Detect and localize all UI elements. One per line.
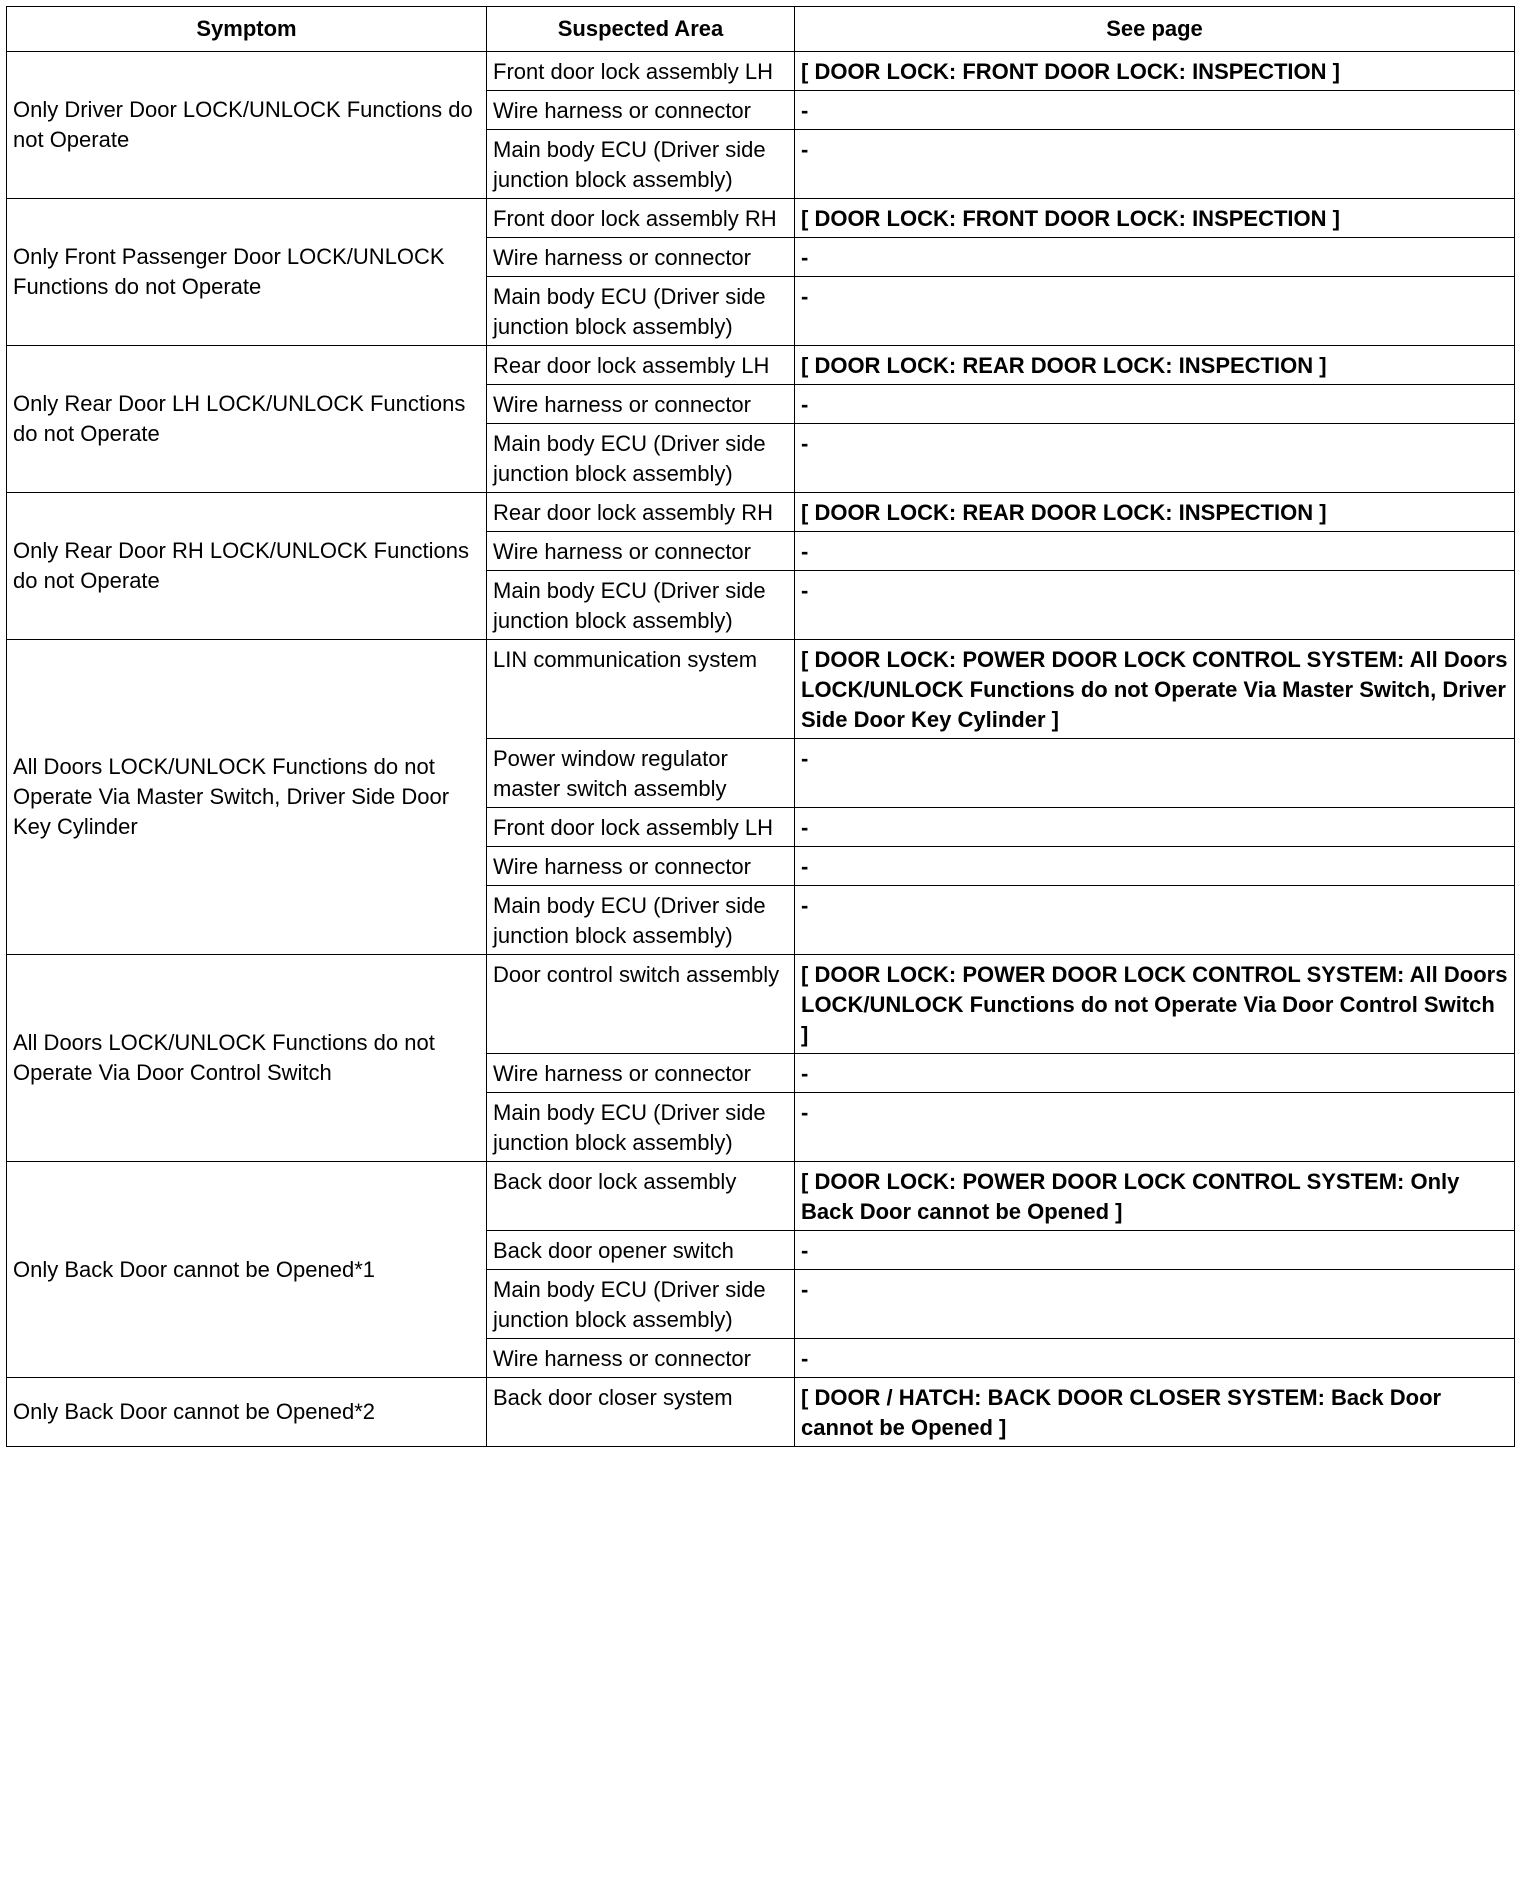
see-page-cell: - <box>795 1270 1515 1339</box>
see-page-cell: - <box>795 91 1515 130</box>
suspected-area-cell: Main body ECU (Driver side junction block assembly) <box>487 1270 795 1339</box>
see-page-cell: [ DOOR LOCK: REAR DOOR LOCK: INSPECTION ] <box>795 493 1515 532</box>
suspected-area-cell: Front door lock assembly RH <box>487 199 795 238</box>
suspected-area-cell: Wire harness or connector <box>487 847 795 886</box>
suspected-area-cell: Wire harness or connector <box>487 238 795 277</box>
suspected-area-cell: Power window regulator master switch assembly <box>487 739 795 808</box>
header-row <box>7 7 1515 52</box>
suspected-area-cell: Main body ECU (Driver side junction block assembly) <box>487 424 795 493</box>
table-row <box>7 1162 1515 1231</box>
suspected-area-cell: Wire harness or connector <box>487 532 795 571</box>
suspected-area-cell: Wire harness or connector <box>487 91 795 130</box>
see-page-cell: [ DOOR / HATCH: BACK DOOR CLOSER SYSTEM: Back Door cannot be Opened ] <box>795 1378 1515 1447</box>
suspected-area-cell: Main body ECU (Driver side junction block assembly) <box>487 277 795 346</box>
see-page-cell: - <box>795 847 1515 886</box>
suspected-area-cell: LIN communication system <box>487 640 795 739</box>
suspected-area-cell: Wire harness or connector <box>487 1339 795 1378</box>
see-page-cell: [ DOOR LOCK: POWER DOOR LOCK CONTROL SYSTEM: All Doors LOCK/UNLOCK Functions do not Operate Via Door Control Switch ] <box>795 955 1515 1054</box>
suspected-area-cell: Wire harness or connector <box>487 385 795 424</box>
problem-symptoms-table <box>6 6 1515 1447</box>
suspected-area-cell: Door control switch assembly <box>487 955 795 1054</box>
see-page-cell: - <box>795 424 1515 493</box>
suspected-area-cell: Main body ECU (Driver side junction block assembly) <box>487 571 795 640</box>
see-page-cell: - <box>795 1231 1515 1270</box>
see-page-cell: [ DOOR LOCK: REAR DOOR LOCK: INSPECTION ] <box>795 346 1515 385</box>
symptom-cell: All Doors LOCK/UNLOCK Functions do not Operate Via Door Control Switch <box>7 955 487 1162</box>
suspected-area-cell: Wire harness or connector <box>487 1054 795 1093</box>
see-page-cell: - <box>795 385 1515 424</box>
see-page-cell: - <box>795 571 1515 640</box>
table-row <box>7 52 1515 91</box>
see-page-cell: - <box>795 886 1515 955</box>
see-page-cell: [ DOOR LOCK: FRONT DOOR LOCK: INSPECTION ] <box>795 52 1515 91</box>
see-page-cell: - <box>795 532 1515 571</box>
table-row <box>7 199 1515 238</box>
symptom-cell: Only Back Door cannot be Opened*2 <box>7 1378 487 1447</box>
symptom-cell: Only Driver Door LOCK/UNLOCK Functions do not Operate <box>7 52 487 199</box>
symptom-cell: Only Rear Door LH LOCK/UNLOCK Functions do not Operate <box>7 346 487 493</box>
table-row <box>7 955 1515 1054</box>
header-symptom: Symptom <box>7 7 487 52</box>
symptom-cell: Only Back Door cannot be Opened*1 <box>7 1162 487 1378</box>
table-row <box>7 1378 1515 1447</box>
symptom-cell: Only Rear Door RH LOCK/UNLOCK Functions do not Operate <box>7 493 487 640</box>
symptom-cell: Only Front Passenger Door LOCK/UNLOCK Functions do not Operate <box>7 199 487 346</box>
suspected-area-cell: Back door lock assembly <box>487 1162 795 1231</box>
suspected-area-cell: Back door closer system <box>487 1378 795 1447</box>
header-see-page: See page <box>795 7 1515 52</box>
see-page-cell: - <box>795 238 1515 277</box>
table-row <box>7 346 1515 385</box>
table-body <box>7 52 1515 1447</box>
suspected-area-cell: Front door lock assembly LH <box>487 808 795 847</box>
suspected-area-cell: Rear door lock assembly LH <box>487 346 795 385</box>
see-page-cell: - <box>795 739 1515 808</box>
see-page-cell: [ DOOR LOCK: FRONT DOOR LOCK: INSPECTION ] <box>795 199 1515 238</box>
suspected-area-cell: Front door lock assembly LH <box>487 52 795 91</box>
suspected-area-cell: Main body ECU (Driver side junction block assembly) <box>487 130 795 199</box>
see-page-cell: - <box>795 1339 1515 1378</box>
suspected-area-cell: Rear door lock assembly RH <box>487 493 795 532</box>
suspected-area-cell: Back door opener switch <box>487 1231 795 1270</box>
see-page-cell: - <box>795 808 1515 847</box>
suspected-area-cell: Main body ECU (Driver side junction block assembly) <box>487 886 795 955</box>
see-page-cell: - <box>795 1054 1515 1093</box>
table-row <box>7 493 1515 532</box>
see-page-cell: - <box>795 1093 1515 1162</box>
see-page-cell: [ DOOR LOCK: POWER DOOR LOCK CONTROL SYSTEM: All Doors LOCK/UNLOCK Functions do not Operate Via Master Switch, Driver Side Door Key Cylinder ] <box>795 640 1515 739</box>
symptom-cell: All Doors LOCK/UNLOCK Functions do not Operate Via Master Switch, Driver Side Door Key Cylinder <box>7 640 487 955</box>
see-page-cell: - <box>795 130 1515 199</box>
see-page-cell: [ DOOR LOCK: POWER DOOR LOCK CONTROL SYSTEM: Only Back Door cannot be Opened ] <box>795 1162 1515 1231</box>
suspected-area-cell: Main body ECU (Driver side junction block assembly) <box>487 1093 795 1162</box>
table-row <box>7 640 1515 739</box>
see-page-cell: - <box>795 277 1515 346</box>
header-suspected-area: Suspected Area <box>487 7 795 52</box>
